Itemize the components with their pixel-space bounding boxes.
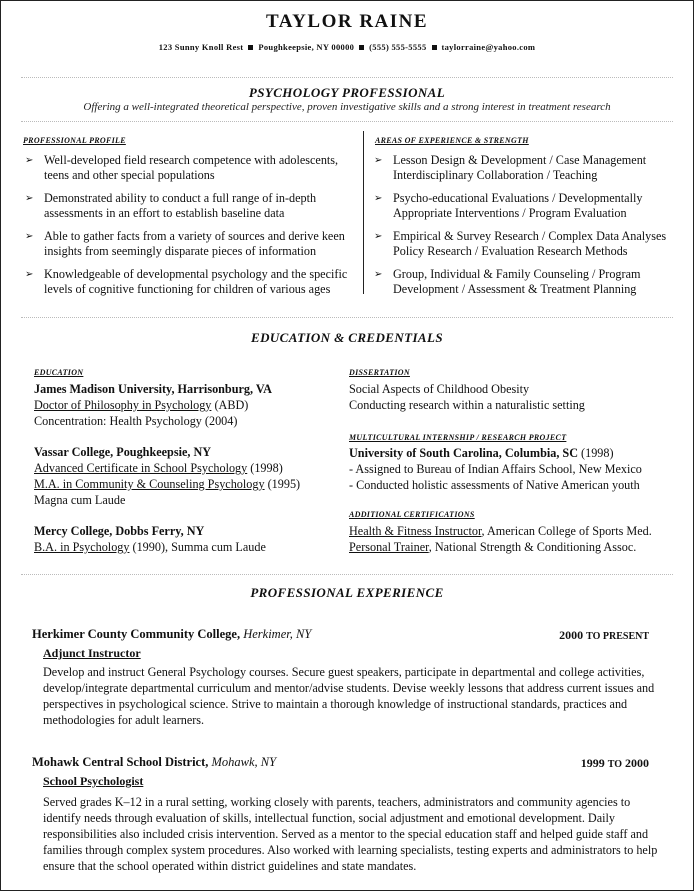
job-org bbox=[32, 627, 311, 642]
list-item: ➢ Demonstrated ability to conduct a full range of in-depth assessments in an effort to establish baseline data bbox=[23, 191, 358, 221]
profile-list bbox=[23, 153, 358, 305]
degree-detail: (ABD) bbox=[211, 398, 249, 412]
date-start: 1999 bbox=[580, 756, 605, 770]
profile-title: PSYCHOLOGY PROFESSIONAL bbox=[248, 85, 446, 100]
internship-heading: MULTICULTURAL INTERNSHIP / RESEARCH PROJECT bbox=[349, 433, 567, 442]
phone: (555) 555-5555 bbox=[369, 42, 427, 52]
internship-line: - Assigned to Bureau of Indian Affairs School, New Mexico bbox=[349, 462, 642, 476]
job-dates bbox=[559, 628, 649, 643]
education-title: EDUCATION & CREDENTIALS bbox=[251, 330, 443, 345]
internship-org: University of South Carolina, Columbia, SC bbox=[349, 446, 578, 460]
experience-title: PROFESSIONAL EXPERIENCE bbox=[250, 585, 444, 600]
divider bbox=[21, 121, 673, 122]
dissertation-line: Social Aspects of Childhood Obesity bbox=[349, 382, 530, 396]
areas-list bbox=[372, 153, 682, 305]
degree-link[interactable]: B.A. in Psychology bbox=[34, 540, 130, 554]
degree-detail: (1995) bbox=[264, 477, 301, 491]
professional-profile-heading: PROFESSIONAL PROFILE bbox=[23, 136, 126, 145]
profile-tagline: Offering a well-integrated theoretical perspective, proven investigative skills and a strong interest in treatment research bbox=[83, 101, 611, 113]
divider bbox=[21, 317, 673, 318]
internship bbox=[349, 445, 684, 493]
city: Poughkeepsie, NY 00000 bbox=[258, 42, 355, 52]
org-name: Mohawk Central School District, bbox=[32, 755, 209, 769]
cert-detail: , National Strength & Conditioning Assoc. bbox=[428, 540, 637, 554]
candidate-name: TAYLOR RAINE bbox=[265, 11, 429, 32]
school-name: James Madison University, Harrisonburg, VA bbox=[34, 382, 272, 396]
degree-link[interactable]: Advanced Certificate in School Psychology bbox=[34, 461, 248, 475]
list-item: ➢ Knowledgeable of developmental psychology and the specific levels of cognitive functioning for children of various ages bbox=[23, 267, 358, 297]
cert-link[interactable]: Personal Trainer bbox=[349, 540, 429, 554]
list-item: ➢ Psycho-educational Evaluations / Developmentally Appropriate Interventions / Program Evaluation bbox=[372, 191, 682, 221]
education-heading: EDUCATION bbox=[34, 368, 84, 377]
separator-square-icon bbox=[248, 45, 253, 50]
list-item: ➢ Lesson Design & Development / Case Management Interdisciplinary Collaboration / Teaching bbox=[372, 153, 682, 183]
separator-square-icon bbox=[359, 45, 364, 50]
date-end: 2000 bbox=[625, 756, 649, 770]
internship-year: (1998) bbox=[578, 446, 614, 460]
degree-link[interactable]: Doctor of Philosophy in Psychology bbox=[34, 398, 212, 412]
honors: Magna cum Laude bbox=[34, 493, 126, 507]
school-name: Mercy College, Dobbs Ferry, NY bbox=[34, 524, 205, 538]
dissertation-line: Conducting research within a naturalistic setting bbox=[349, 398, 585, 412]
dissertation bbox=[349, 381, 679, 413]
job-position: School Psychologist bbox=[43, 774, 144, 788]
concentration: Concentration: Health Psychology (2004) bbox=[34, 414, 238, 428]
school-3 bbox=[34, 523, 344, 555]
separator-square-icon bbox=[432, 45, 437, 50]
internship-line: - Conducted holistic assessments of Native American youth bbox=[349, 478, 640, 492]
column-divider bbox=[363, 131, 364, 294]
address: 123 Sunny Knoll Rest bbox=[158, 42, 244, 52]
degree-detail: (1990), Summa cum Laude bbox=[129, 540, 266, 554]
date-to: TO PRESENT bbox=[586, 631, 649, 642]
school-2 bbox=[34, 444, 344, 508]
degree-link[interactable]: M.A. in Community & Counseling Psychology bbox=[34, 477, 265, 491]
dissertation-heading: DISSERTATION bbox=[349, 368, 410, 377]
job-org bbox=[32, 755, 276, 770]
cert-detail: , American College of Sports Med. bbox=[481, 524, 652, 538]
contact-line bbox=[1, 42, 693, 52]
job-position: Adjunct Instructor bbox=[43, 646, 141, 660]
certifications bbox=[349, 523, 684, 555]
list-item: ➢ Able to gather facts from a variety of sources and derive keen insights from seemingly disparate pieces of information bbox=[23, 229, 358, 259]
school-1 bbox=[34, 381, 344, 429]
school-name: Vassar College, Poughkeepsie, NY bbox=[34, 445, 212, 459]
degree-detail: (1998) bbox=[247, 461, 283, 475]
certifications-heading: ADDITIONAL CERTIFICATIONS bbox=[349, 510, 475, 519]
divider bbox=[21, 574, 673, 575]
list-item: ➢ Group, Individual & Family Counseling / Program Development / Assessment & Treatment Planning bbox=[372, 267, 682, 297]
divider bbox=[21, 77, 673, 78]
org-location: Mohawk, NY bbox=[211, 755, 277, 769]
job-description: Develop and instruct General Psychology courses. Secure guest speakers, participate in departmental and college activities, develop/integrate departmental curriculum and mentor/advise students. Devise weekly lessons that address current issues and perspectives in psychological science. Strive to maintain a thorough knowledge of instructional standards, practices and methodologies for adult learners. bbox=[43, 665, 655, 727]
list-item: ➢ Well-developed field research competence with adolescents, teens and other special populations bbox=[23, 153, 358, 183]
email-link[interactable]: taylorraine@yahoo.com bbox=[441, 42, 536, 52]
areas-heading: AREAS OF EXPERIENCE & STRENGTH bbox=[375, 136, 529, 145]
cert-link[interactable]: Health & Fitness Instructor bbox=[349, 524, 482, 538]
job-dates bbox=[581, 756, 649, 771]
list-item: ➢ Empirical & Survey Research / Complex Data Analyses Policy Research / Evaluation Research Methods bbox=[372, 229, 682, 259]
org-name: Herkimer County Community College, bbox=[32, 627, 241, 641]
date-start: 2000 bbox=[559, 628, 584, 642]
date-to: TO bbox=[607, 759, 622, 770]
org-location: Herkimer, NY bbox=[243, 627, 312, 641]
job-description: Served grades K–12 in a rural setting, working closely with parents, teachers, administrators and community agencies to identify needs through evaluation of skills, intellectual function, social adjustment and emotional development. Daily responsibilities also included crisis intervention. Served as a mentor to the special education staff and helped guide staff and families through complex system procedures. Also worked with learning specialists, testing experts and administrators to help ensure that the school operated within district guidelines and state mandates. bbox=[43, 795, 658, 873]
